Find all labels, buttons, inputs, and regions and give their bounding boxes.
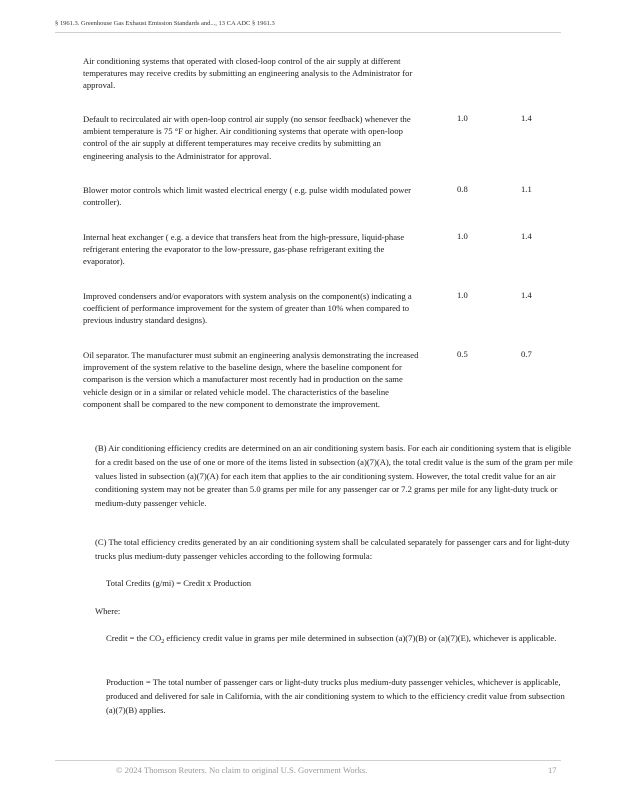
formula: Total Credits (g/mi) = Credit x Production [106, 578, 252, 588]
credit-value-truck: 1.4 [521, 113, 532, 123]
paragraph-c: (C) The total efficiency credits generated by an air conditioning system shall be calculated separately for passenger cars and for light-duty trucks plus medium-duty passenger vehicles according to the following formula: [95, 537, 570, 561]
intro-paragraph: Air conditioning systems that operated with closed-loop control of the air supply at different temperatures may receive credits by submitting an engineering analysis to the Administrator for approval. [83, 56, 413, 91]
credit-row [83, 184, 563, 208]
paragraph-b: (B) Air conditioning efficiency credits are determined on an air conditioning system basis. For each air conditioning system that is eligible for a credit based on the use of one or more of the items listed in subsection (a)(7)(A), the total credit value is the sum of the gram per mile values listed in subsection (a)(7)(A) for each item that applies to the air conditioning system. However, the total credit value for an air conditioning system may not be greater than 5.0 grams per mile for any passenger car or 7.2 grams per mile for any light-duty truck or medium-duty passenger vehicle. [95, 443, 573, 509]
page-header: § 1961.3. Greenhouse Gas Exhaust Emission Standards and..., 13 CA ADC § 1961.3 [55, 20, 561, 33]
credit-definition-end: efficiency credit value in grams per mile determined in subsection (a)(7)(B) or (a)(7)(E), whichever is applicable. [164, 633, 557, 643]
credit-value-car: 0.5 [457, 349, 468, 359]
credit-value-car: 1.0 [457, 290, 468, 300]
credit-definition [106, 632, 566, 650]
where-label: Where: [95, 606, 121, 616]
credit-value-car: 0.8 [457, 184, 468, 194]
page-number: 17 [548, 765, 557, 775]
credit-value-car: 1.0 [457, 231, 468, 241]
footer-divider [55, 760, 561, 761]
credit-row [83, 349, 563, 410]
credit-row-description: Default to recirculated air with open-loop control air supply (no sensor feedback) whenever the ambient temperature is 75 °F or higher. Air conditioning systems that operate with open-loop control of the air supply at different temperatures may receive credits by submitting an engineering analysis to the Administrator for approval. [83, 114, 411, 161]
credit-row-description: Internal heat exchanger ( e.g. a device that transfers heat from the high-pressure, liquid-phase refrigerant entering the evaporator to the low-pressure, gas-phase refrigerant exiting the evaporator). [83, 232, 405, 267]
credit-value-car: 1.0 [457, 113, 468, 123]
credit-row-description: Oil separator. The manufacturer must submit an engineering analysis demonstrating the increased improvement of the system relative to the baseline design, where the baseline component for comparison is the version which a manufacturer most recently had in production on the same vehicle design or in a similar or related vehicle model. The characteristics of the baseline component shall be compared to the new component to demonstrate the improvement. [83, 350, 419, 409]
credit-value-truck: 1.4 [521, 290, 532, 300]
footer-copyright: © 2024 Thomson Reuters. No claim to original U.S. Government Works. [116, 765, 368, 775]
credit-row [83, 290, 563, 327]
co2-subscript: 2 [161, 639, 165, 645]
credit-row-description: Improved condensers and/or evaporators with system analysis on the component(s) indicating a coefficient of performance improvement for the system of greater than 10% when compared to previous industry standard designs). [83, 291, 412, 326]
credit-value-truck: 1.4 [521, 231, 532, 241]
credit-row [83, 231, 563, 268]
credit-row-description: Blower motor controls which limit wasted electrical energy ( e.g. pulse width modulated power controller). [83, 185, 411, 208]
credit-value-truck: 0.7 [521, 349, 532, 359]
credit-definition-start: Credit = the CO [106, 633, 162, 643]
production-definition: Production = The total number of passenger cars or light-duty trucks plus medium-duty passenger vehicles, whichever is applicable, produced and delivered for sale in California, with the air conditioning system to which to the efficiency credit value from subsection (a)(7)(B) applies. [106, 677, 565, 715]
credit-row [83, 113, 563, 162]
credit-value-truck: 1.1 [521, 184, 532, 194]
